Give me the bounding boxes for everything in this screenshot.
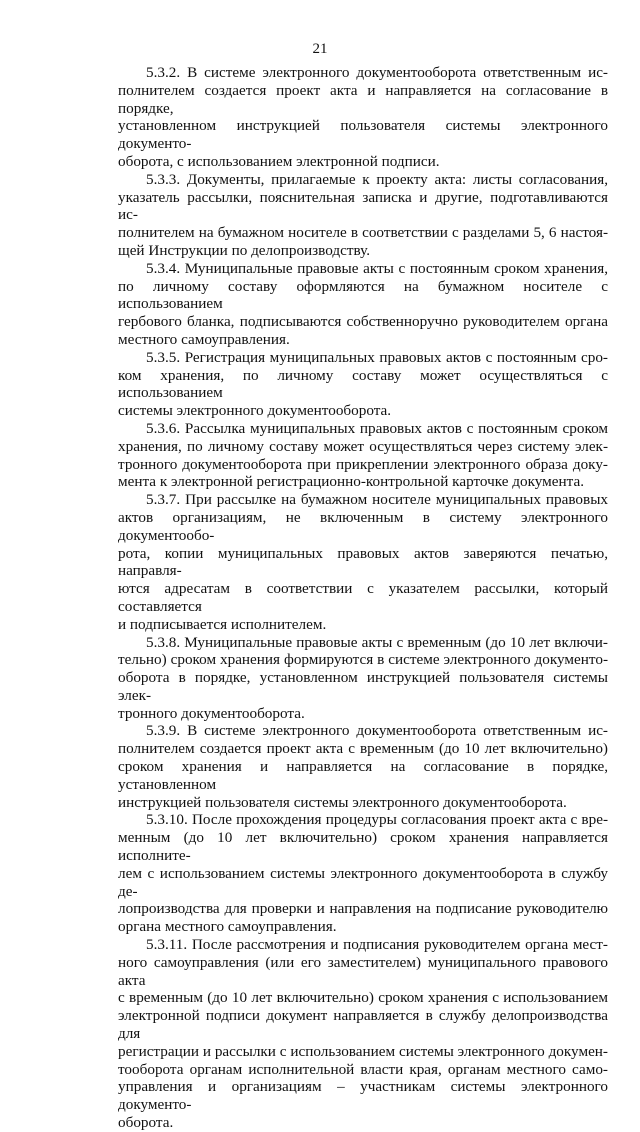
page-number: 21: [312, 41, 328, 57]
paragraph-line: оборота.: [118, 1114, 174, 1132]
paragraph-line: ком хранения, по личному составу может осуществляться с использованием: [118, 366, 608, 402]
paragraph: [118, 634, 608, 723]
paragraph-line: 5.3.6. Рассылка муниципальных правовых актов с постоянным сроком: [146, 419, 608, 437]
paragraph-line: ного самоуправления (или его заместителем) муниципального правового акта: [118, 953, 608, 989]
paragraph-line: рота, копии муниципальных правовых актов заверяются печатью, направля-: [118, 544, 608, 580]
paragraph-line: инструкцией пользователя системы электронного документооборота.: [118, 793, 567, 811]
paragraph-line: и подписывается исполнителем.: [118, 615, 327, 633]
paragraph-line: 5.3.3. Документы, прилагаемые к проекту акта: листы согласования,: [146, 170, 608, 188]
paragraph: [118, 491, 608, 633]
paragraph-line: по личному составу оформляются на бумажном носителе с использованием: [118, 277, 608, 313]
paragraph: [118, 171, 608, 260]
paragraph-line: сроком хранения и направляется на согласование в порядке, установленном: [118, 758, 608, 793]
paragraph-line: мента к электронной регистрационно-контрольной карточке документа.: [118, 473, 584, 491]
paragraph-line: электронной подписи документ направляется в службу делопроизводства для: [118, 1007, 608, 1043]
paragraph-line: лопроизводства для проверки и направления на подписание руководителю: [118, 900, 608, 918]
paragraph-line: полнителем на бумажном носителе в соответствии с разделами 5, 6 настоя-: [118, 224, 608, 242]
paragraph-line: оборота, с использованием электронной подписи.: [118, 152, 440, 170]
paragraph-line: 5.3.5. Регистрация муниципальных правовых актов с постоянным сро-: [146, 348, 608, 366]
paragraph-line: полнителем создается проект акта и направляется на согласование в порядке,: [118, 81, 608, 117]
paragraph-line: 5.3.8. Муниципальные правовые акты с временным (до 10 лет включи-: [146, 633, 608, 651]
paragraph-line: системы электронного документооборота.: [118, 402, 392, 420]
paragraph-line: регистрации и рассылки с использованием системы электронного докумен-: [118, 1042, 608, 1060]
paragraph-line: 5.3.9. В системе электронного документооборота ответственным ис-: [146, 722, 608, 740]
paragraph-line: местного самоуправления.: [118, 330, 290, 348]
paragraph-line: хранения, по личному составу может осуществляться через систему элек-: [118, 437, 608, 455]
paragraph: [118, 420, 608, 491]
paragraph-line: менным (до 10 лет включительно) сроком хранения направляется исполните-: [118, 829, 608, 865]
paragraph-line: 5.3.4. Муниципальные правовые акты с постоянным сроком хранения,: [146, 259, 608, 277]
paragraph-line: оборота в порядке, установленном инструкцией пользователя системы элек-: [118, 669, 608, 704]
paragraph-line: гербового бланка, подписываются собственноручно руководителем органа: [118, 313, 608, 331]
paragraph: [118, 349, 608, 420]
paragraph-line: указатель рассылки, пояснительная записка и другие, подготавливаются ис-: [118, 188, 608, 224]
paragraph-line: тронного документооборота при прикреплении электронного образа доку-: [118, 455, 608, 473]
paragraph-line: тооборота органам исполнительной власти края, органам местного само-: [118, 1060, 608, 1078]
paragraph: [118, 936, 608, 1132]
paragraph: [118, 64, 608, 171]
paragraph-line: установленном инструкцией пользователя системы электронного документо-: [118, 117, 608, 153]
paragraph-line: управления и организациям – участникам системы электронного документо-: [118, 1078, 608, 1114]
paragraph-line: органа местного самоуправления.: [118, 918, 337, 936]
paragraph: [118, 722, 608, 811]
paragraph: [118, 811, 608, 936]
paragraph-line: с временным (до 10 лет включительно) сроком хранения с использованием: [118, 989, 608, 1007]
paragraph-line: полнителем создается проект акта с временным (до 10 лет включительно): [118, 740, 608, 758]
paragraph-line: 5.3.2. В системе электронного документооборота ответственным ис-: [146, 64, 608, 81]
paragraph-line: тельно) сроком хранения формируются в системе электронного документо-: [118, 651, 608, 669]
paragraph-line: щей Инструкции по делопроизводству.: [118, 241, 371, 259]
paragraph-line: лем с использованием системы электронного документооборота в службу де-: [118, 864, 608, 900]
paragraph-line: 5.3.10. После прохождения процедуры согласования проект акта с вре-: [146, 811, 608, 829]
document-body: [118, 64, 608, 1132]
paragraph-line: актов организациям, не включенным в систему электронного документообо-: [118, 508, 608, 544]
paragraph-line: тронного документооборота.: [118, 704, 305, 722]
paragraph-line: 5.3.7. При рассылке на бумажном носителе муниципальных правовых: [146, 491, 608, 509]
paragraph: [118, 260, 608, 349]
paragraph-line: 5.3.11. После рассмотрения и подписания руководителем органа мест-: [146, 936, 608, 954]
paragraph-line: ются адресатам в соответствии с указателем рассылки, который составляется: [118, 580, 608, 615]
